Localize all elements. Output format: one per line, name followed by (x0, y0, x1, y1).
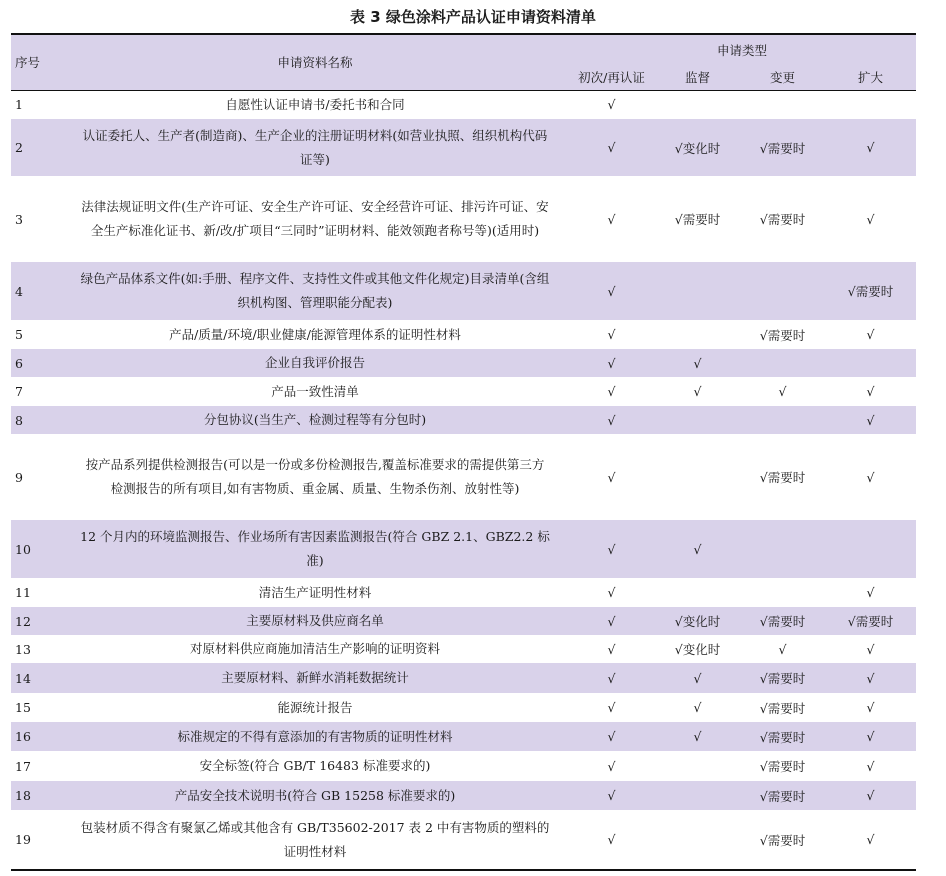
row-supervision-mark (655, 781, 740, 810)
row-supervision-mark (655, 810, 740, 870)
row-material-name: 认证委托人、生产者(制造商)、生产企业的注册证明材料(如营业执照、组织机构代码证等) (82, 127, 548, 167)
row-serial-no: 11 (15, 585, 31, 600)
row-material-name: 主要原材料、新鲜水消耗数据统计 (221, 670, 409, 685)
row-serial-no: 4 (15, 283, 23, 299)
row-serial-no: 6 (15, 355, 23, 371)
row-supervision-mark: √ (693, 355, 702, 371)
row-serial-no: 2 (15, 140, 23, 155)
row-material-name: 清洁生产证明性材料 (258, 584, 372, 600)
table-body (11, 90, 916, 870)
table-row (11, 810, 916, 870)
row-change-mark: √需要时 (759, 470, 806, 485)
row-extension-mark: √ (866, 585, 875, 600)
row-supervision-mark: √ (693, 729, 702, 744)
row-serial-no: 14 (15, 670, 31, 686)
row-serial-no: 18 (15, 788, 31, 803)
row-change-mark: √需要时 (759, 788, 806, 804)
table-row (11, 320, 916, 349)
row-serial-no: 12 (15, 613, 31, 629)
table-row (11, 693, 916, 722)
row-change-mark: √需要时 (759, 614, 806, 629)
row-supervision-mark (655, 262, 740, 320)
row-initial-recert-mark: √ (607, 729, 616, 744)
row-initial-recert-mark: √ (607, 355, 616, 371)
row-extension-mark: √ (866, 729, 875, 744)
row-supervision-mark (655, 90, 740, 119)
table-row (11, 578, 916, 607)
row-material-name: 按产品系列提供检测报告(可以是一份或多份检测报告,覆盖标准要求的需提供第三方检测报告的所有项目,如有害物质、重金属、质量、生物杀伤剂、放射性等) (85, 457, 545, 496)
row-serial-no: 10 (15, 541, 31, 557)
row-supervision-mark: √ (693, 384, 702, 399)
row-extension-mark: √ (825, 810, 916, 870)
application-materials-table (11, 33, 916, 871)
row-extension-mark: √ (866, 140, 875, 155)
row-extension-mark (825, 520, 916, 578)
row-initial-recert-mark: √ (607, 613, 616, 629)
table-row (11, 349, 916, 377)
row-extension-mark (825, 90, 916, 119)
table-row (11, 663, 916, 693)
row-change-mark: √需要时 (759, 327, 806, 343)
row-material-name: 产品/质量/环境/职业健康/能源管理体系的证明性材料 (169, 326, 461, 342)
header-change: 变更 (740, 64, 825, 90)
row-extension-mark: √ (866, 469, 875, 485)
row-initial-recert-mark: √ (607, 700, 616, 715)
row-serial-no: 7 (15, 384, 23, 399)
row-change-mark (740, 578, 825, 607)
row-change-mark: √ (778, 641, 787, 657)
row-extension-mark: √ (866, 670, 875, 686)
row-initial-recert-mark: √ (607, 788, 616, 803)
row-change-mark: √需要时 (759, 140, 806, 156)
row-change-mark (740, 90, 825, 119)
header-application-type: 申请类型 (717, 42, 768, 58)
row-initial-recert-mark: √ (607, 469, 616, 485)
row-extension-mark (825, 349, 916, 377)
row-serial-no: 9 (15, 469, 23, 485)
row-supervision-mark: √需要时 (674, 212, 721, 227)
row-material-name: 包装材质不得含有聚氯乙烯或其他含有 GB/T35602-2017 表 2 中有害物质的塑料的证明性材料 (62, 810, 568, 870)
row-initial-recert-mark: √ (607, 758, 616, 774)
row-serial-no: 16 (15, 729, 31, 744)
row-material-name: 自愿性认证申请书/委托书和合同 (225, 96, 405, 112)
row-initial-recert-mark: √ (607, 641, 616, 657)
row-extension-mark: √ (866, 700, 875, 715)
row-initial-recert-mark: √ (607, 211, 616, 227)
table-row (11, 119, 916, 176)
row-serial-no: 5 (15, 327, 23, 342)
row-serial-no: 1 (15, 97, 23, 113)
row-change-mark: √ (778, 384, 787, 399)
row-serial-no: 3 (15, 211, 23, 227)
row-supervision-mark (655, 578, 740, 607)
row-material-name: 安全标签(符合 GB/T 16483 标准要求的) (199, 758, 431, 773)
row-supervision-mark: √ (693, 700, 702, 715)
row-supervision-mark (655, 320, 740, 349)
row-extension-mark: √ (866, 211, 875, 227)
row-initial-recert-mark: √ (607, 283, 616, 299)
table-title: 表 3 绿色涂料产品认证申请资料清单 (350, 8, 596, 26)
table-row (11, 434, 916, 520)
table-row (11, 176, 916, 262)
row-serial-no: 19 (11, 810, 62, 870)
table-row (11, 722, 916, 751)
table-row (11, 377, 916, 406)
row-extension-mark: √ (866, 384, 875, 399)
row-change-mark: √需要时 (759, 759, 806, 774)
row-serial-no: 17 (15, 758, 31, 774)
row-initial-recert-mark: √ (568, 810, 655, 870)
row-change-mark: √需要时 (759, 212, 806, 227)
row-change-mark (740, 349, 825, 377)
row-supervision-mark (655, 434, 740, 520)
row-extension-mark: √需要时 (847, 614, 894, 629)
row-supervision-mark (655, 406, 740, 434)
row-change-mark (740, 262, 825, 320)
row-serial-no: 15 (15, 700, 31, 715)
row-change-mark: √需要时 (759, 671, 806, 686)
header-initial-recert: 初次/再认证 (568, 64, 655, 90)
row-initial-recert-mark: √ (607, 585, 616, 600)
header-material-name: 申请资料名称 (62, 34, 568, 90)
row-supervision-mark: √ (693, 541, 702, 557)
table-row (11, 406, 916, 434)
row-material-name: 产品一致性清单 (271, 383, 359, 399)
row-supervision-mark (655, 751, 740, 781)
row-material-name: 标准规定的不得有意添加的有害物质的证明性材料 (177, 728, 453, 744)
table-row (11, 520, 916, 578)
row-initial-recert-mark: √ (607, 412, 616, 428)
row-material-name: 绿色产品体系文件(如:手册、程序文件、支持性文件或其他文件化规定)目录清单(含组织机构图、管理职能分配表) (80, 271, 550, 310)
header-extension: 扩大 (825, 64, 916, 90)
row-supervision-mark: √变化时 (674, 642, 721, 657)
table-row (11, 781, 916, 810)
row-supervision-mark: √变化时 (674, 140, 721, 156)
row-initial-recert-mark: √ (607, 541, 616, 557)
row-material-name: 法律法规证明文件(生产许可证、安全生产许可证、安全经营许可证、排污许可证、安全生产标准化证书、新/改/扩项目“三同时”证明材料、能效领跑者称号等)(适用时) (81, 199, 549, 238)
row-extension-mark: √需要时 (847, 284, 894, 299)
row-change-mark: √需要时 (759, 729, 806, 745)
row-extension-mark: √ (866, 788, 875, 803)
row-serial-no: 8 (15, 412, 23, 428)
table-row (11, 751, 916, 781)
row-change-mark (740, 520, 825, 578)
header-serial-no: 序号 (11, 34, 62, 90)
row-material-name: 12 个月内的环境监测报告、作业场所有害因素监测报告(符合 GBZ 2.1、GBZ2.2 标准) (80, 529, 550, 568)
row-material-name: 企业自我评价报告 (264, 355, 365, 370)
row-material-name: 对原材料供应商施加清洁生产影响的证明资料 (189, 641, 440, 656)
row-serial-no: 13 (15, 641, 31, 657)
table-row (11, 262, 916, 320)
row-initial-recert-mark: √ (607, 97, 616, 113)
row-material-name: 产品安全技术说明书(符合 GB 15258 标准要求的) (174, 787, 456, 803)
row-change-mark: √需要时 (759, 700, 806, 716)
row-supervision-mark: √ (693, 670, 702, 686)
row-material-name: 主要原材料及供应商名单 (246, 613, 384, 628)
row-extension-mark: √ (866, 758, 875, 774)
row-supervision-mark: √变化时 (674, 614, 721, 629)
row-extension-mark: √ (866, 641, 875, 657)
row-change-mark: √需要时 (740, 810, 825, 870)
row-initial-recert-mark: √ (607, 670, 616, 686)
row-initial-recert-mark: √ (607, 384, 616, 399)
header-supervision: 监督 (655, 64, 740, 90)
table-row (11, 90, 916, 119)
row-material-name: 分包协议(当生产、检测过程等有分包时) (203, 412, 427, 427)
row-material-name: 能源统计报告 (277, 699, 353, 715)
table-row (11, 607, 916, 635)
row-initial-recert-mark: √ (607, 140, 616, 155)
row-extension-mark: √ (866, 327, 875, 342)
row-extension-mark: √ (866, 412, 875, 428)
row-initial-recert-mark: √ (607, 327, 616, 342)
row-change-mark (740, 406, 825, 434)
table-row (11, 635, 916, 663)
